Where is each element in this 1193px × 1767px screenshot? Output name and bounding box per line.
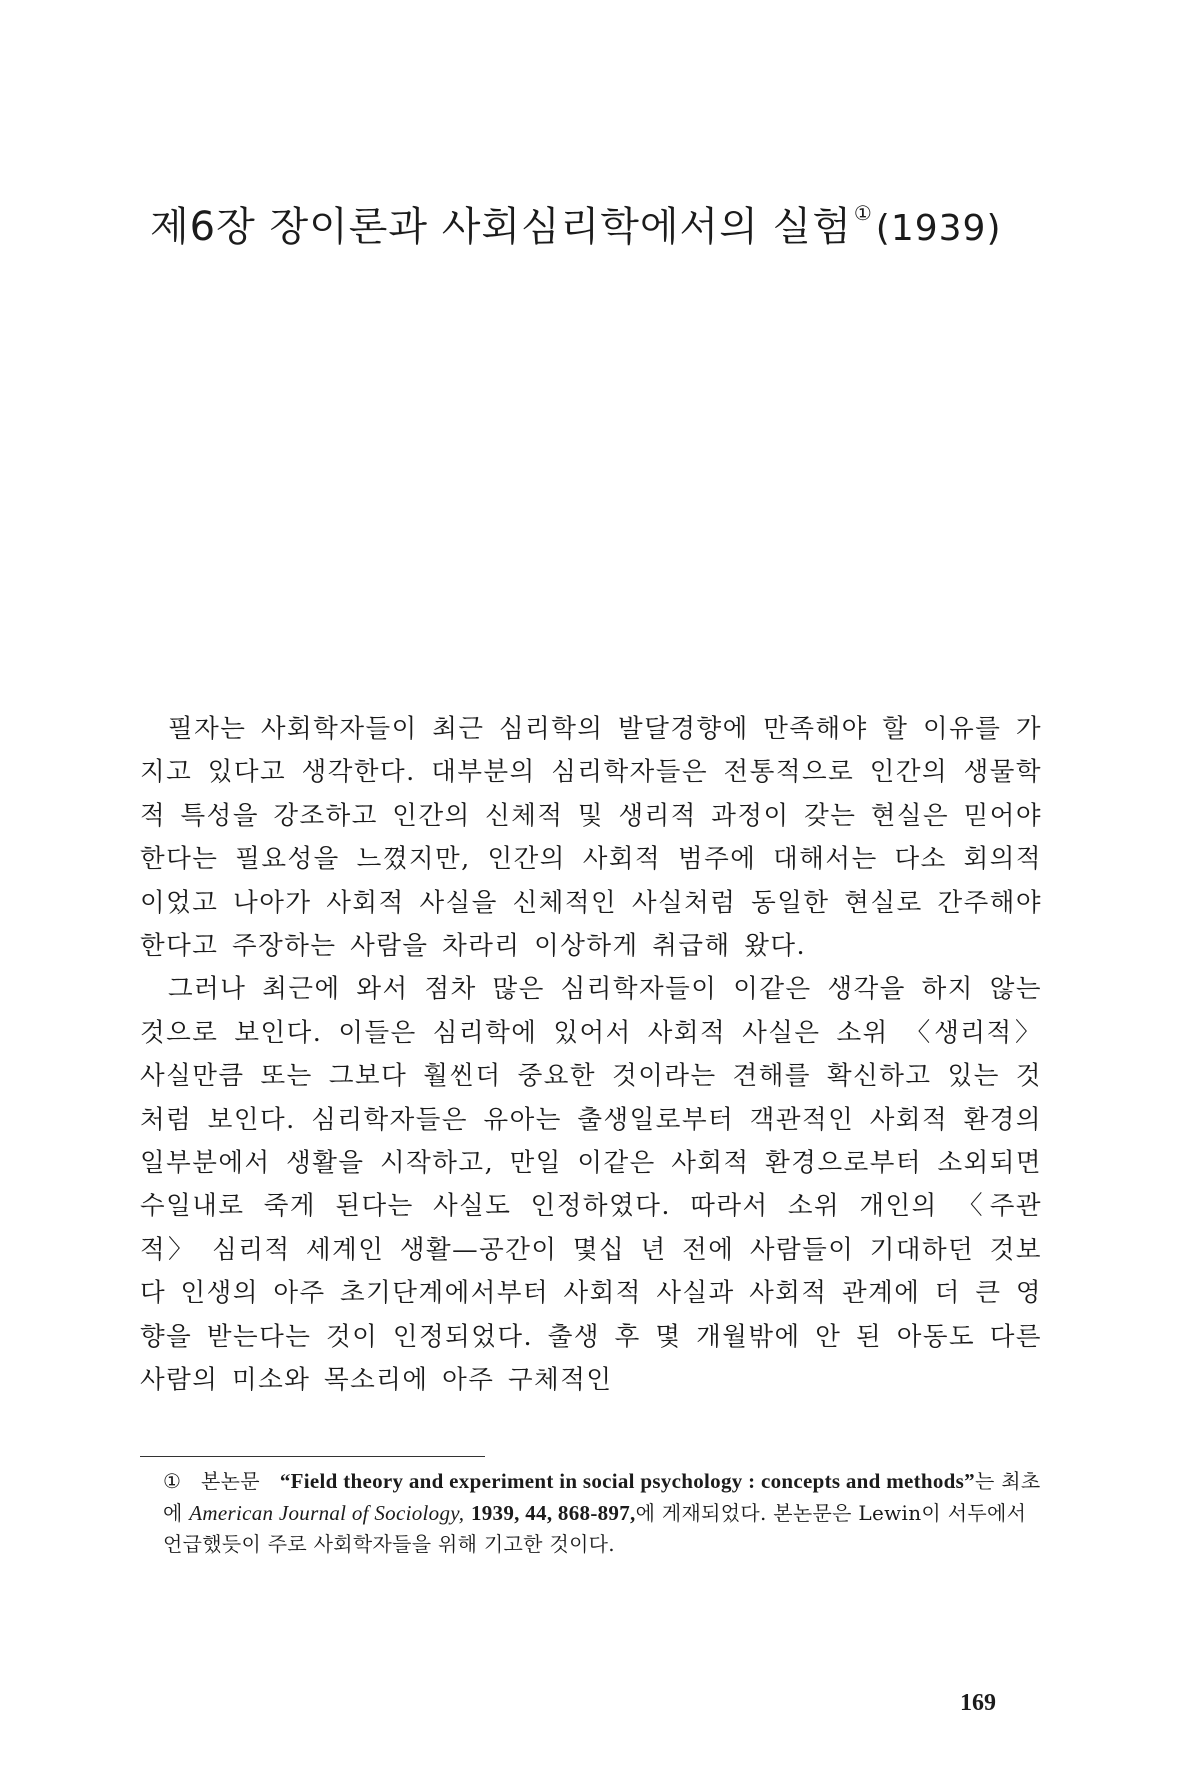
- footnote-journal: American Journal of Sociology,: [189, 1500, 465, 1525]
- page-number: 169: [960, 1690, 996, 1716]
- chapter-title-text: 제6장 장이론과 사회심리학에서의 실험: [150, 203, 852, 250]
- body-text: [140, 708, 1042, 1403]
- footnote-original-title: “Field theory and experiment in social psychology : concepts and methods”: [279, 1469, 975, 1493]
- paragraph-1: 필자는 사회학자들이 최근 심리학의 발달경향에 만족해야 할 이유를 가지고 있다고 생각한다. 대부분의 심리학자들은 전통적으로 인간의 생물학적 특성을 강조하고 인간의 신체적 및 생리적 과정이 갖는 현실은 믿어야 한다는 필요성을 느꼈지만, 인간의 사회적 범주에 대해서는 다소 회의적이었고 나아가 사회적 사실을 신체적인 사실처럼 동일한 현실로 간주해야 한다고 주장하는 사람을 차라리 이상하게 취급해 왔다.: [140, 714, 1042, 962]
- chapter-year: (1939): [875, 207, 1002, 249]
- footnote-citation: 1939, 44, 868-897,: [470, 1500, 636, 1525]
- chapter-title: [150, 185, 1050, 257]
- paragraph-2: 그러나 최근에 와서 점차 많은 심리학자들이 이같은 생각을 하지 않는 것으로 보인다. 이들은 심리학에 있어서 사회적 사실은 소위 〈생리적〉 사실만큼 또는 그보다 훨씬더 중요한 것이라는 견해를 확신하고 있는 것처럼 보인다. 심리학자들은 유아는 출생일로부터 객관적인 사회적 환경의 일부분에서 생활을 시작하고, 만일 이같은 사회적 환경으로부터 소외되면 수일내로 죽게 된다는 사실도 인정하였다. 따라서 소위 개인의 〈주관적〉 심리적 세계인 생활—공간이 몇십 년 전에 사람들이 기대하던 것보다 인생의 아주 초기단계에서부터 사회적 사실과 사회적 관계에 더 큰 영향을 받는다는 것이 인정되었다. 출생 후 몇 개월밖에 안 된 아동도 다른 사람의 미소와 목소리에 아주 구체적인: [140, 974, 1042, 1396]
- footnote: [163, 1466, 1043, 1561]
- footnote-text-2: 에 게재되었다. 본논문은 Lewin이 서두에서 언급했듯이 주로 사회학자들을 위해 기고한 것이다.: [163, 1500, 1027, 1556]
- footnote-text-1: 는 최초에: [163, 1469, 1041, 1525]
- footnote-marker: ①: [163, 1469, 182, 1493]
- footnote-reference: ①: [853, 200, 873, 225]
- footnote-label: 본논문: [201, 1469, 260, 1493]
- footnote-divider: [140, 1456, 485, 1457]
